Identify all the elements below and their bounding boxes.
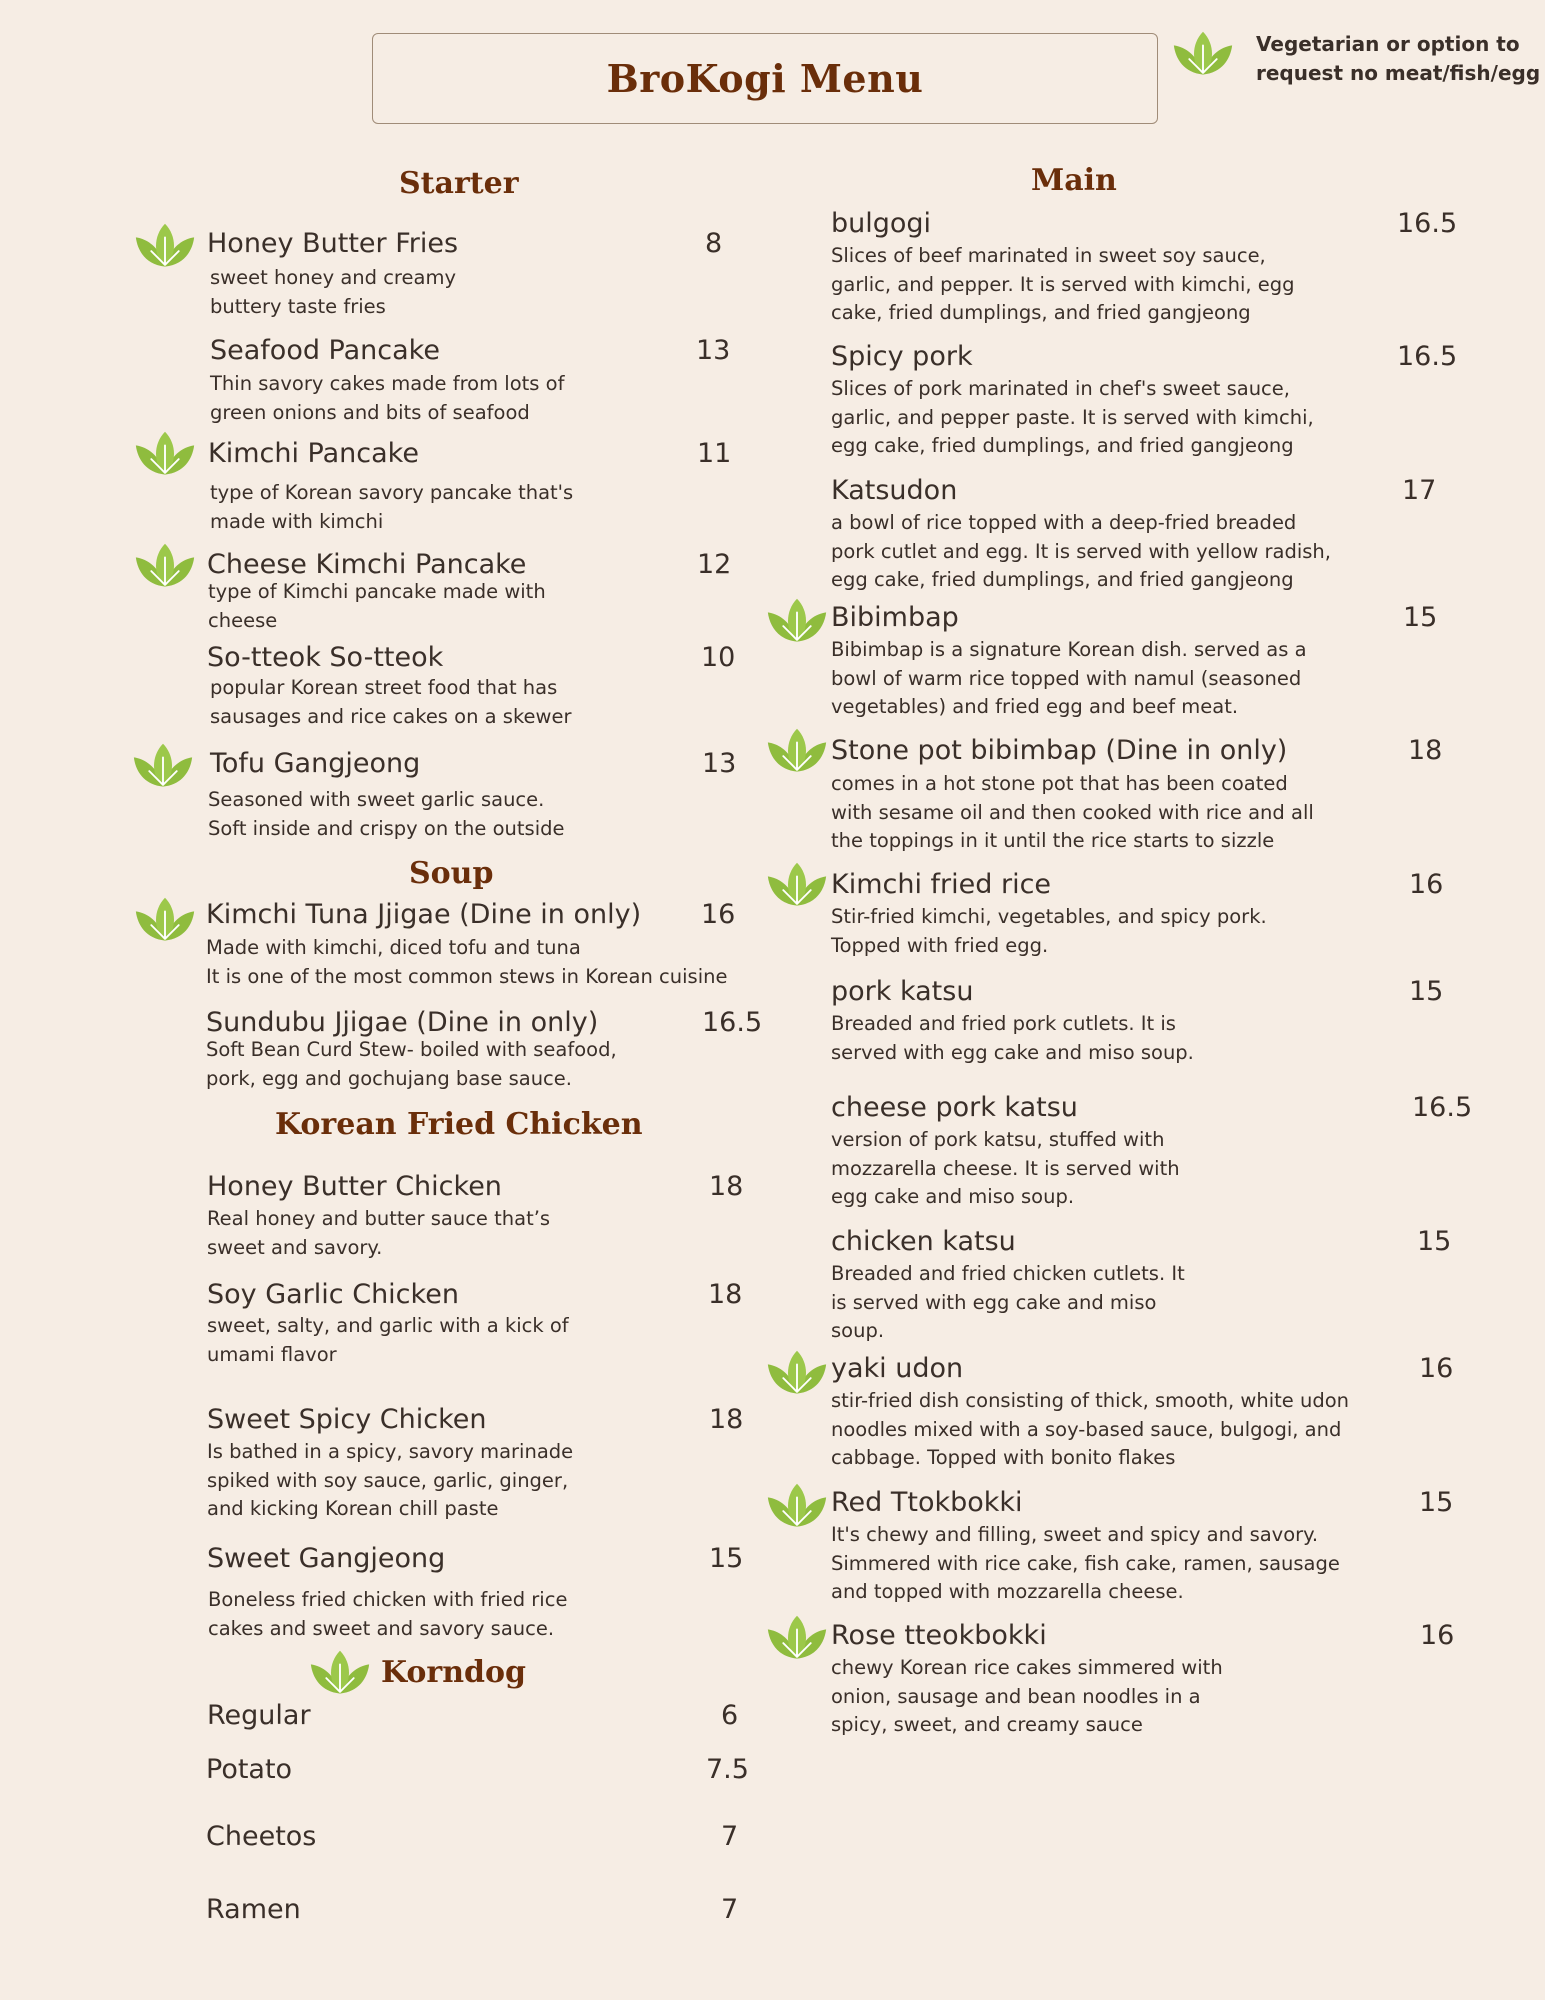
menu-item-price: 12 — [697, 549, 732, 580]
menu-item-description: Bibimbap is a signature Korean dish. served as a bowl of warm rice topped with namul (seasoned vegetables) and fried egg and beef meat. — [831, 638, 1307, 718]
menu-item-description: Made with kimchi, diced tofu and tuna It is one of the most common stews in Korean cuisine — [206, 936, 728, 988]
page-title: BroKogi Menu — [606, 56, 924, 101]
leaf-icon — [766, 727, 828, 775]
menu-item-description: Is bathed in a spicy, savory marinade spiked with soy sauce, garlic, ginger, and kicking Korean chill paste — [207, 1440, 574, 1520]
legend-line-2: request no meat/fish/egg — [1256, 61, 1541, 85]
menu-item-price: 18 — [708, 1279, 743, 1310]
menu-item-description: stir-fried dish consisting of thick, smooth, white udon noodles mixed with a soy-based sauce, bulgogi, and cabbage. Topped with bonito flakes — [831, 1389, 1349, 1469]
leaf-icon — [134, 542, 196, 590]
menu-item-price: 18 — [709, 1404, 744, 1435]
menu-item-name: Spicy pork — [831, 341, 973, 372]
menu-item-name: pork katsu — [831, 976, 974, 1007]
menu-item-name: bulgogi — [831, 208, 932, 239]
menu-item-price: 16.5 — [1412, 1092, 1473, 1123]
menu-item-description: It's chewy and filling, sweet and spicy and savory. Simmered with rice cake, fish cake, ramen, sausage and topped with mozzarella cheese. — [831, 1523, 1340, 1603]
menu-item-name: Seafood Pancake — [210, 335, 440, 366]
menu-item-price: 16 — [701, 899, 736, 930]
menu-item-name: Soy Garlic Chicken — [207, 1279, 459, 1310]
menu-item-description: Breaded and fried chicken cutlets. It is served with egg cake and miso soup. — [831, 1262, 1185, 1342]
menu-item-name: cheese pork katsu — [831, 1092, 1078, 1123]
menu-item-name: Sweet Spicy Chicken — [207, 1404, 487, 1435]
leaf-icon — [766, 597, 828, 645]
section-heading-chicken: Korean Fried Chicken — [275, 1107, 643, 1142]
legend-line-1: Vegetarian or option to — [1256, 32, 1520, 56]
menu-item-description: type of Kimchi pancake made with cheese — [208, 580, 546, 632]
menu-item-name: Tofu Gangjeong — [210, 748, 421, 779]
menu-item-price: 11 — [697, 438, 732, 469]
menu-item-description: a bowl of rice topped with a deep-fried breaded pork cutlet and egg. It is served with yellow radish, egg cake, fried dumplings, and fried gangjeong — [831, 511, 1331, 591]
menu-item-description: Soft Bean Curd Stew- boiled with seafood, pork, egg and gochujang base sauce. — [206, 1038, 617, 1090]
menu-item-price: 17 — [1402, 475, 1437, 506]
menu-item-description: Stir-fried kimchi, vegetables, and spicy pork. Topped with fried egg. — [831, 905, 1267, 957]
menu-item-price: 7.5 — [706, 1754, 749, 1785]
menu-item-price: 16.5 — [702, 1007, 763, 1038]
menu-item-price: 15 — [709, 1543, 744, 1574]
menu-item-price: 13 — [702, 748, 737, 779]
leaf-icon — [766, 1482, 828, 1530]
menu-item-description: Real honey and butter sauce that’s sweet and savory. — [207, 1207, 551, 1259]
leaf-icon — [766, 1614, 828, 1662]
menu-item-description: sweet honey and creamy buttery taste fries — [210, 266, 457, 318]
section-heading-korndog: Korndog — [381, 1655, 527, 1690]
menu-item-name: Ramen — [206, 1894, 301, 1925]
menu-item-name: Sundubu Jjigae (Dine in only) — [206, 1007, 599, 1038]
menu-item-name: Potato — [206, 1754, 293, 1785]
section-heading-soup: Soup — [409, 856, 494, 891]
leaf-icon — [134, 896, 196, 944]
section-heading-main: Main — [1031, 163, 1117, 198]
menu-item-price: 16.5 — [1397, 341, 1458, 372]
menu-item-name: So-tteok So-tteok — [207, 642, 444, 673]
menu-item-description: chewy Korean rice cakes simmered with onion, sausage and bean noodles in a spicy, sweet, and creamy sauce — [831, 1656, 1223, 1736]
menu-item-name: chicken katsu — [831, 1226, 1016, 1257]
menu-item-description: Boneless fried chicken with fried rice cakes and sweet and savory sauce. — [208, 1588, 568, 1640]
menu-item-description: Thin savory cakes made from lots of green onions and bits of seafood — [210, 372, 565, 424]
menu-item-price: 15 — [1419, 1487, 1454, 1518]
menu-item-name: Cheese Kimchi Pancake — [207, 549, 527, 580]
menu-item-price: 18 — [709, 1171, 744, 1202]
menu-item-description: popular Korean street food that has sausages and rice cakes on a skewer — [210, 676, 572, 728]
menu-item-name: Honey Butter Chicken — [207, 1171, 502, 1202]
menu-item-name: Cheetos — [206, 1821, 317, 1852]
section-heading-starter: Starter — [399, 166, 519, 201]
menu-item-description: version of pork katsu, stuffed with mozzarella cheese. It is served with egg cake and miso soup. — [831, 1128, 1180, 1208]
menu-item-name: Rose tteokbokki — [831, 1620, 1047, 1651]
menu-item-price: 16 — [1409, 869, 1444, 900]
menu-item-price: 15 — [1403, 602, 1438, 633]
menu-item-price: 8 — [705, 228, 723, 259]
menu-item-description: Slices of pork marinated in chef's sweet sauce, garlic, and pepper paste. It is served with kimchi, egg cake, fried dumplings, and fried gangjeong — [831, 377, 1314, 457]
menu-item-description: Seasoned with sweet garlic sauce. Soft inside and crispy on the outside — [208, 788, 565, 840]
menu-item-price: 18 — [1408, 735, 1443, 766]
vegetarian-legend — [1256, 30, 1545, 88]
menu-item-description: Slices of beef marinated in sweet soy sauce, garlic, and pepper. It is served with kimchi, egg cake, fried dumplings, and fried gangjeong — [831, 244, 1295, 324]
menu-item-price: 15 — [1417, 1226, 1452, 1257]
leaf-icon — [766, 1349, 828, 1397]
menu-item-description: type of Korean savory pancake that's made with kimchi — [210, 481, 574, 533]
menu-item-price: 16 — [1420, 1620, 1455, 1651]
menu-title-box — [372, 33, 1158, 124]
menu-item-description: sweet, salty, and garlic with a kick of umami flavor — [207, 1314, 569, 1366]
menu-item-name: Kimchi fried rice — [831, 869, 1052, 900]
menu-item-name: Sweet Gangjeong — [207, 1543, 446, 1574]
menu-item-price: 6 — [721, 1700, 739, 1731]
leaf-icon — [766, 861, 828, 909]
menu-item-price: 13 — [696, 335, 731, 366]
menu-item-price: 16.5 — [1397, 208, 1458, 239]
menu-item-price: 15 — [1409, 976, 1444, 1007]
menu-item-price: 16 — [1419, 1353, 1454, 1384]
menu-item-name: Kimchi Pancake — [208, 438, 419, 469]
menu-item-name: Katsudon — [831, 475, 958, 506]
leaf-icon — [132, 742, 194, 790]
menu-item-name: Red Ttokbokki — [831, 1487, 1023, 1518]
leaf-icon — [134, 430, 196, 478]
menu-item-price: 7 — [721, 1894, 739, 1925]
leaf-icon — [309, 1649, 371, 1697]
menu-item-price: 7 — [721, 1821, 739, 1852]
menu-item-name: Stone pot bibimbap (Dine in only) — [831, 735, 1288, 766]
menu-item-name: Regular — [207, 1700, 311, 1731]
menu-item-name: yaki udon — [831, 1353, 964, 1384]
menu-item-name: Kimchi Tuna Jjigae (Dine in only) — [206, 899, 642, 930]
menu-item-description: comes in a hot stone pot that has been coated with sesame oil and then cooked with rice and all the toppings in it until the rice starts to sizzle — [831, 772, 1314, 852]
menu-item-name: Honey Butter Fries — [207, 228, 459, 259]
menu-item-price: 10 — [701, 642, 736, 673]
menu-item-name: Bibimbap — [831, 602, 959, 633]
leaf-icon — [134, 222, 196, 270]
leaf-icon — [1172, 30, 1234, 78]
menu-item-description: Breaded and fried pork cutlets. It is served with egg cake and miso soup. — [831, 1012, 1194, 1064]
